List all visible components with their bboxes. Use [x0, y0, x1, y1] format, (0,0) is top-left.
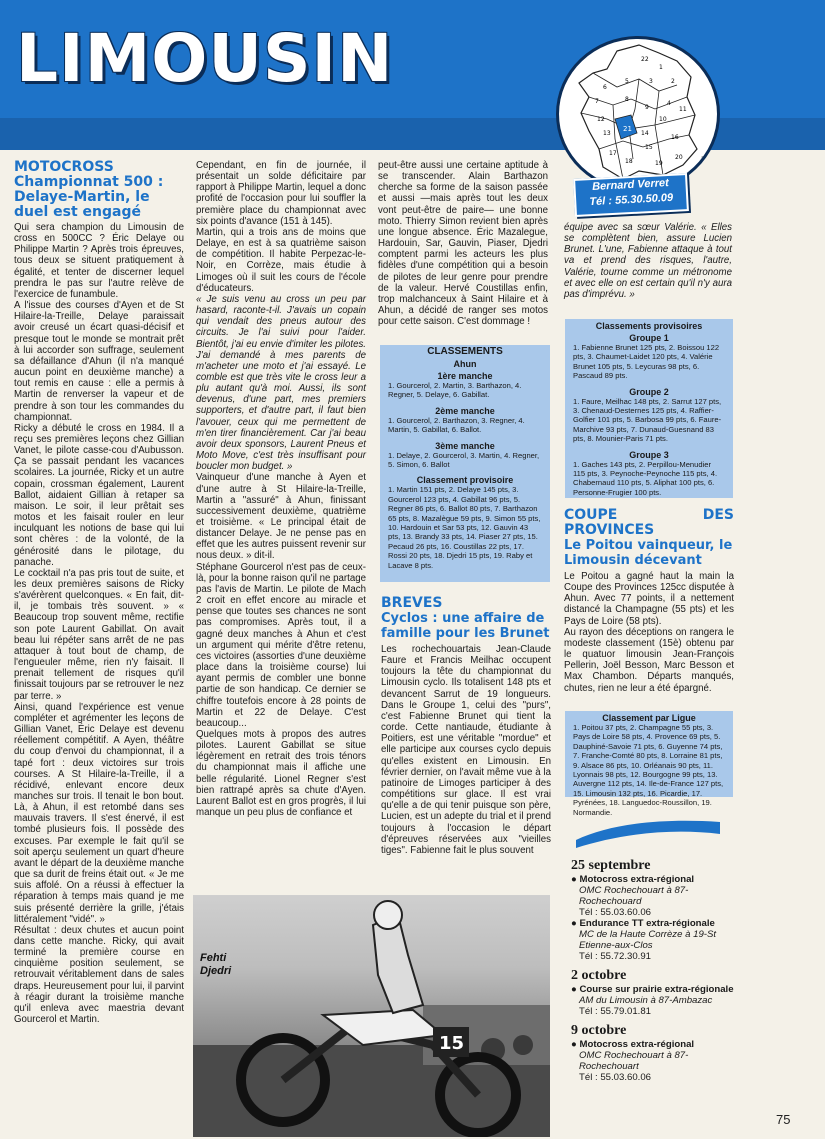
svg-text:12: 12: [597, 116, 605, 123]
calendar-event: ● Motocross extra-régional: [571, 874, 695, 885]
svg-text:13: 13: [603, 130, 611, 137]
svg-text:19: 19: [655, 160, 663, 167]
heat-results: 1. Delaye, 2. Gourcerol, 3. Martin, 4. Regner, 5. Simon, 6. Ballot: [388, 450, 540, 470]
article-headline: Championnat 500 : Delaye-Martin, le duel est engagé: [14, 174, 164, 220]
paragraph: Le cocktail n'a pas pris tout de suite, et les deux premières saisons de Ricky s'avérèrent quelconques. « En fait, dit-il, je tombais très souvent. » « Beaucoup trop souvent même, rectifie son pote Laurent Gabillat. On avait beau lui répéter sans arrêt de ne pas attaquer à tout bout de champ, de l'engueuler même, rien n'y faisait. Il prenait tellement de risques qu'il finissait toujours par se retrouver le nez par terre. »: [14, 567, 184, 702]
column-1: [14, 160, 184, 1025]
svg-text:14: 14: [641, 130, 649, 137]
svg-text:2: 2: [671, 78, 675, 85]
section-kicker: MOTOCROSS: [14, 159, 114, 175]
svg-text:7: 7: [595, 98, 599, 105]
column-4: [564, 222, 732, 300]
paragraph: Ricky a débuté le cross en 1984. Il a reçu ses premières leçons chez Gillian Vanet, le pilote casse-cou d'Aubusson. Ça se passait pendant les vacances scolaires. La journée, Ricky et un autre copain, crossman également, Laurent Ballot, aidaient Gillian à retaper sa maison. Le soir, il leur prêtait ses motos et les faisait rouler en leur inculquant les notions de base qui lui sont chères : de la volonté, de la générosité dans le pilotage, du panache.: [14, 422, 184, 568]
calendar-date: 9 octobre: [571, 1023, 627, 1038]
calendar-date: 25 septembre: [571, 858, 651, 873]
paragraph: Vainqueur d'une manche à Ayen et d'une autre à St Hilaire-la-Treille, Martin a "assuré" à Ahun, finissant successivement deuxième, quatrième et troisième. « Le principal était de distancer Delaye. Je ne pense pas en effet que les autres puissent revenir sur nous deux. » dit-il.: [196, 472, 366, 562]
svg-text:20: 20: [675, 154, 683, 161]
paragraph: Quelques mots à propos des autres pilotes. Laurent Gabillat se situe légèrement en retrait des trois ténors du championnat mais il affiche une belle régularité. Lionel Regner s'est bien rattrapé après sa chute d'Ayen. Laurent Ballot est en gros progrès, il lui manque un peu plus de confiance et: [196, 728, 366, 819]
svg-text:22: 22: [641, 56, 649, 63]
svg-text:6: 6: [603, 84, 607, 91]
paragraph: Martin, qui a trois ans de moins que Delaye, en est à sa quatrième saison de compétition. Il habite Perpezac-le-Noir, en Corrèze, mais étudie à Limoges où il suit les cours de l'école d'éducateurs.: [196, 226, 366, 294]
decorative-swoosh: [570, 812, 730, 854]
svg-text:1: 1: [659, 64, 663, 71]
section-kicker: BREVES: [381, 595, 443, 611]
box-title: Classements provisoires: [595, 321, 703, 331]
paragraph: Ainsi, quand l'expérience est venue compléter et agrémenter les leçons de Gillian Vanet, Éric Delaye est devenu réellement compétitif. A Ayen, théâtre du coup d'envoi du championnat, il a tapé fort : deux victoires sur trois courses. A St Hilaire-la-Treille, il a récidivé, enlevant encore deux manches sur trois. Il tenait le bon bout. Là, à Ahun, il est retombé dans ses mauvais travers. Il s'est énervé, il est tombé plusieurs fois. Il possède des excuses. Par exemple le fait qu'il se soit aperçu seulement un quart d'heure avant le départ de la deuxième manche que sa durit de freins était out. « Je me suis affolé. On a réussi à effectuer la réparation à temps mais quand je me suis présenté derrière la grille, j'étais littéralement "vidé". »: [14, 701, 184, 925]
paragraph: A l'issue des courses d'Ayen et de St Hilaire-la-Treille, Delaye paraissait avoir creusé un écart quasi-décisif et presque tout le monde se montrait prêt à lui accorder son suffrage, seulement sa défaillance d'Ahun (il n'a manqué aucun point en deuxième manche) a tout remis en cause : elle a permis à Martin de renverser la vapeur et de prendre à son tour les commandes du championnat.: [14, 300, 184, 423]
article-headline: Le Poitou vainqueur, le Limousin décevant: [564, 538, 733, 568]
france-map-icon: [559, 39, 717, 189]
svg-text:9: 9: [645, 104, 649, 111]
svg-text:10: 10: [659, 116, 667, 123]
motocross-photo: [193, 895, 550, 1137]
paragraph: Les rochechouartais Jean-Claude Faure et Francis Meilhac occupent toujours la tête du championnat du Limousin cyclo. Ils totalisent 148 pts et devancent Sarrut de 19 longueurs. Dans le Groupe 1, celui des "purs", c'est Fabienne Brunet qui tient la corde. Cette nantiaude, étudiante à Poitiers, est une véritable "mordue" et elle participe aux courses cyclo depuis qu'elles existent en Limousin. En février dernier, on l'avait même vue à la patinoire de Limoges participer à des compétitions sur glace. Il est vrai qu'elle a de qui tenir puisque son père, Lucien, est un adepte du trial et il prend toujours à l'occasion le départ d'épreuves réservées aux "vieilles tiges". Fabienne fait le plus souvent: [381, 644, 551, 856]
group-title: Groupe 2: [629, 386, 669, 397]
calendar-event: ● Motocross extra-régional: [571, 1039, 695, 1050]
classements-box: [380, 345, 550, 582]
map-label-21: 21: [623, 125, 632, 133]
box-title: CLASSEMENTS: [427, 346, 503, 357]
column-2: [196, 160, 366, 818]
regions-map: [556, 36, 720, 192]
group-results: 1. Faure, Meilhac 148 pts, 2. Sarrut 127 pts, 3. Chenaud-Desternes 125 pts, 4. Raffier-Golfier 101 pts, 5. Barbosa 99 pts, 6. Faure-Marchive 93 pts, 7. Dunaud-Guesnand 83 pts, 8. Mounier-Paris 71 pts.: [573, 396, 722, 444]
article-headline: Cyclos : une affaire de famille pour les Brunet: [381, 611, 550, 641]
section-kicker: COUPE DES PROVINCES: [564, 507, 734, 538]
svg-text:16: 16: [671, 134, 679, 141]
paragraph: Le Poitou a gagné haut la main la Coupe des Provinces 125cc disputée à Ahun. Avec 77 points, il a nettement distancé la Champagne (55 pts) et les Pays de Loire (58 pts).: [564, 571, 734, 627]
author-contact: [573, 173, 689, 217]
event-calendar: 25 septembre ● Motocross extra-régional OMC Rochechouart à 87-Rochechouard Tél : 55.03.60.06 ● Endurance TT extra-régionale MC de la Haute Corrèze à 19-St Etienne-aux-Clos Tél : 55.72.30.91 2 octobre ● Course sur prairie extra-régionale AM du Limousin à 87-Ambazac Tél : 55.79.01.81 9 octobre ● Motocross extra-régional OMC Rochechouart à 87-Rochechouart Tél : 55.03.60.06: [571, 858, 741, 1083]
ligue-standings-box: [565, 711, 733, 817]
svg-text:18: 18: [625, 158, 633, 165]
paragraph: Au rayon des déceptions on rangera le modeste classement (15è) obtenu par le quatuor limousin Jean-François Pellerin, Joël Besson, Marc Besson et Max Chambon. Départs manqués, chutes, rien ne leur a été épargné.: [564, 626, 734, 694]
paragraph: peut-être aussi une certaine aptitude à se transcender. Alain Barthazon cherche sa forme de la saison passée et aussi —mais après tout les deux vont peut-être de paire— une bonne moto. Thierry Simon revient bien après une longue absence. Éric Mazalegue, Hardouin, Sar, Gauvin, Piaser, Djedri comptent parmi les acteurs les plus fidèles d'une compétition qui a besoin de pilotes de leur genre pour prendre de la valeur. Hervé Coustillas enfin, trop malchanceux à Saint Hilaire et à Ahun, a décidé de ranger ses motos pour cette saison. C'est dommage !: [378, 160, 548, 328]
paragraph: équipe avec sa sœur Valérie. « Elles se complètent bien, assure Lucien Brunet. L'une, Fabienne attaque à tout va et prend des risques, l'autre, Valérie, tourne comme un métronome et avec elle on est certain qu'il n'y aura pas d'imprévu. »: [564, 222, 732, 300]
column-3: [378, 160, 548, 327]
photo-caption: Fehti Djedri: [200, 952, 232, 977]
paragraph: Cependant, en fin de journée, il présentait un solde déficitaire par rapport à Philippe Martin, lequel a donc profité de l'occasion pour lui souffler la première place du championnat avec six points d'avance (151 à 145).: [196, 160, 366, 227]
svg-text:8: 8: [625, 96, 629, 103]
group-results: 1. Fabienne Brunet 125 pts, 2. Boissou 122 pts, 3. Chaumet-Laidet 120 pts, 4. Valérie Brunet 105 pts, 5. Leycuras 98 pts, 6. Pascaud 89 pts.: [573, 343, 720, 381]
heat-title: 2ème manche: [435, 405, 495, 416]
group-title: Groupe 3: [629, 449, 669, 460]
paragraph: Stéphane Gourcerol n'est pas de ceux-là, pour la bonne raison qu'il ne partage pas l'avis de Martin. Le pilote de Mach 2 croit en effet encore au miracle et pense que toutes ses chances ne sont pas compromises. Après tout, il a gagné deux manches à Ahun et c'est un argument qui mérite d'être retenu, ces victoires (assorties d'une deuxième place dans la troisième course) lui ayant permis de combler une bonne partie de son handicap. Ce dernier se chiffre toutefois encore à 28 points de Martin et 22 de Delaye. C'est beaucoup...: [196, 561, 366, 729]
page-number: 75: [776, 1112, 791, 1127]
provisional-standings-box: [565, 319, 733, 498]
motorcycle-rider-icon: [193, 895, 550, 1137]
author-name: Bernard Verret: [591, 177, 670, 194]
heat-results: 1. Gourcerol, 2. Barthazon, 3. Regner, 4. Martin, 5. Gabillat, 6. Ballot.: [388, 415, 525, 435]
breves-article: [381, 596, 551, 856]
svg-text:3: 3: [649, 78, 653, 85]
svg-text:17: 17: [609, 150, 617, 157]
paragraph: Qui sera champion du Limousin de cross en 500CC ? Éric Delaye ou Philippe Martin ? Après trois épreuves, tous deux se situent pratiquement à égalité, et tenter de discerner lequel prendra le pas sur l'autre relève de l'exercice de funambule.: [14, 222, 184, 300]
heat-title: 3ème manche: [435, 440, 495, 451]
heat-title: 1ère manche: [437, 371, 493, 381]
page-title: LIMOUSIN: [16, 20, 394, 97]
box-subtitle: Ahun: [453, 359, 477, 369]
svg-text:11: 11: [679, 106, 687, 113]
standings-results: 1. Martin 151 pts, 2. Delaye 145 pts, 3. Gourcerol 123 pts, 4. Gabillat 96 pts, 5. Regner 86 pts, 6. Ballot 80 pts, 7. Barthazon 65 pts, 8. Mazalègue 59 pts, 9. Simon 55 pts, 10. Hardouin et Sar 53 pts, 12. Gauvin 43 pts, 13. Brandy 33 pts, 14. Piaser 27 pts, 15. Pecaud 26 pts, 16. Coustillas 22 pts, 17. Rossi 20 pts, 18. Djedri 15 pts, 19. Raby et Lacave 8 pts.: [388, 485, 541, 570]
paragraph: « Je suis venu au cross un peu par hasard, raconte-t-il. J'avais un copain qui vendait des pneus autour des circuits. Je l'ai suivi pour l'aider. Bientôt, j'ai eu envie d'imiter les pilotes. J'ai demandé à mes parents de m'acheter une moto et j'ai essayé. Le comble est que très vite le cross leur a plu autant qu'à moi. Aussi, ils sont devenus, d'une part, mes premiers supporters, et d'autre part, il faut bien l'avouer, ceux qui me permettent de m'en tirer financièrement. Car j'ai beau avoir deux sponsors, Laurent Pneus et Moto Move, c'est très insuffisant pour boucler mon budget. »: [196, 293, 366, 473]
calendar-date: 2 octobre: [571, 968, 627, 983]
svg-text:15: 15: [645, 144, 653, 151]
author-phone: Tél : 55.30.50.09: [589, 191, 674, 209]
paragraph: Résultat : deux chutes et aucun point dans cette manche. Ricky, qui avait terminé la première course en cinquième position seulement, se retrouvait véritablement dans de sales draps. Heureusement pour lui, il parvint à réagir durant la troisième manche qu'il enleva avec maestria devant Gourcerol et Martin.: [14, 924, 184, 1026]
svg-text:5: 5: [625, 78, 629, 85]
bike-number: 15: [439, 1033, 465, 1054]
calendar-event: ● Endurance TT extra-régionale: [571, 918, 715, 929]
standings-title: Classement provisoire: [416, 475, 514, 486]
svg-text:23: 23: [701, 156, 709, 163]
calendar-event: ● Course sur prairie extra-régionale: [571, 984, 734, 995]
group-results: 1. Gaches 143 pts, 2. Perpillou-Menudier 115 pts, 3. Peynoche-Peynoche 115 pts, 4. Chabernaud 110 pts, 5. Aliphat 100 pts, 6. Personne-Frugier 100 pts.: [573, 459, 718, 497]
ligue-results: 1. Poitou 37 pts, 2. Champagne 55 pts, 3. Pays de Loire 58 pts, 4. Provence 69 pts, 5. Dauphiné-Savoie 71 pts, 6. Guyenne 74 pts, 7. Franche-Comté 80 pts, 8. Lorraine 81 pts, 9. Alsace 86 pts, 10. Orléanais 90 pts, 11. Lyonnais 98 pts, 12. Bourgogne 99 pts, 13. Auvergne 112 pts, 14. Ile-de-France 127 pts, 15. Limousin 132 pts, 16. Picardie, 17. Pyrénées, 18. Languedoc-Roussillon, 19. Normandie.: [573, 723, 724, 817]
svg-text:4: 4: [667, 100, 671, 107]
coupe-article: [564, 508, 734, 694]
heat-results: 1. Gourcerol, 2. Martin, 3. Barthazon, 4. Regner, 5. Delaye, 6. Gabillat.: [388, 381, 522, 400]
box-title: Classement par Ligue: [602, 713, 696, 723]
group-title: Groupe 1: [629, 333, 669, 343]
